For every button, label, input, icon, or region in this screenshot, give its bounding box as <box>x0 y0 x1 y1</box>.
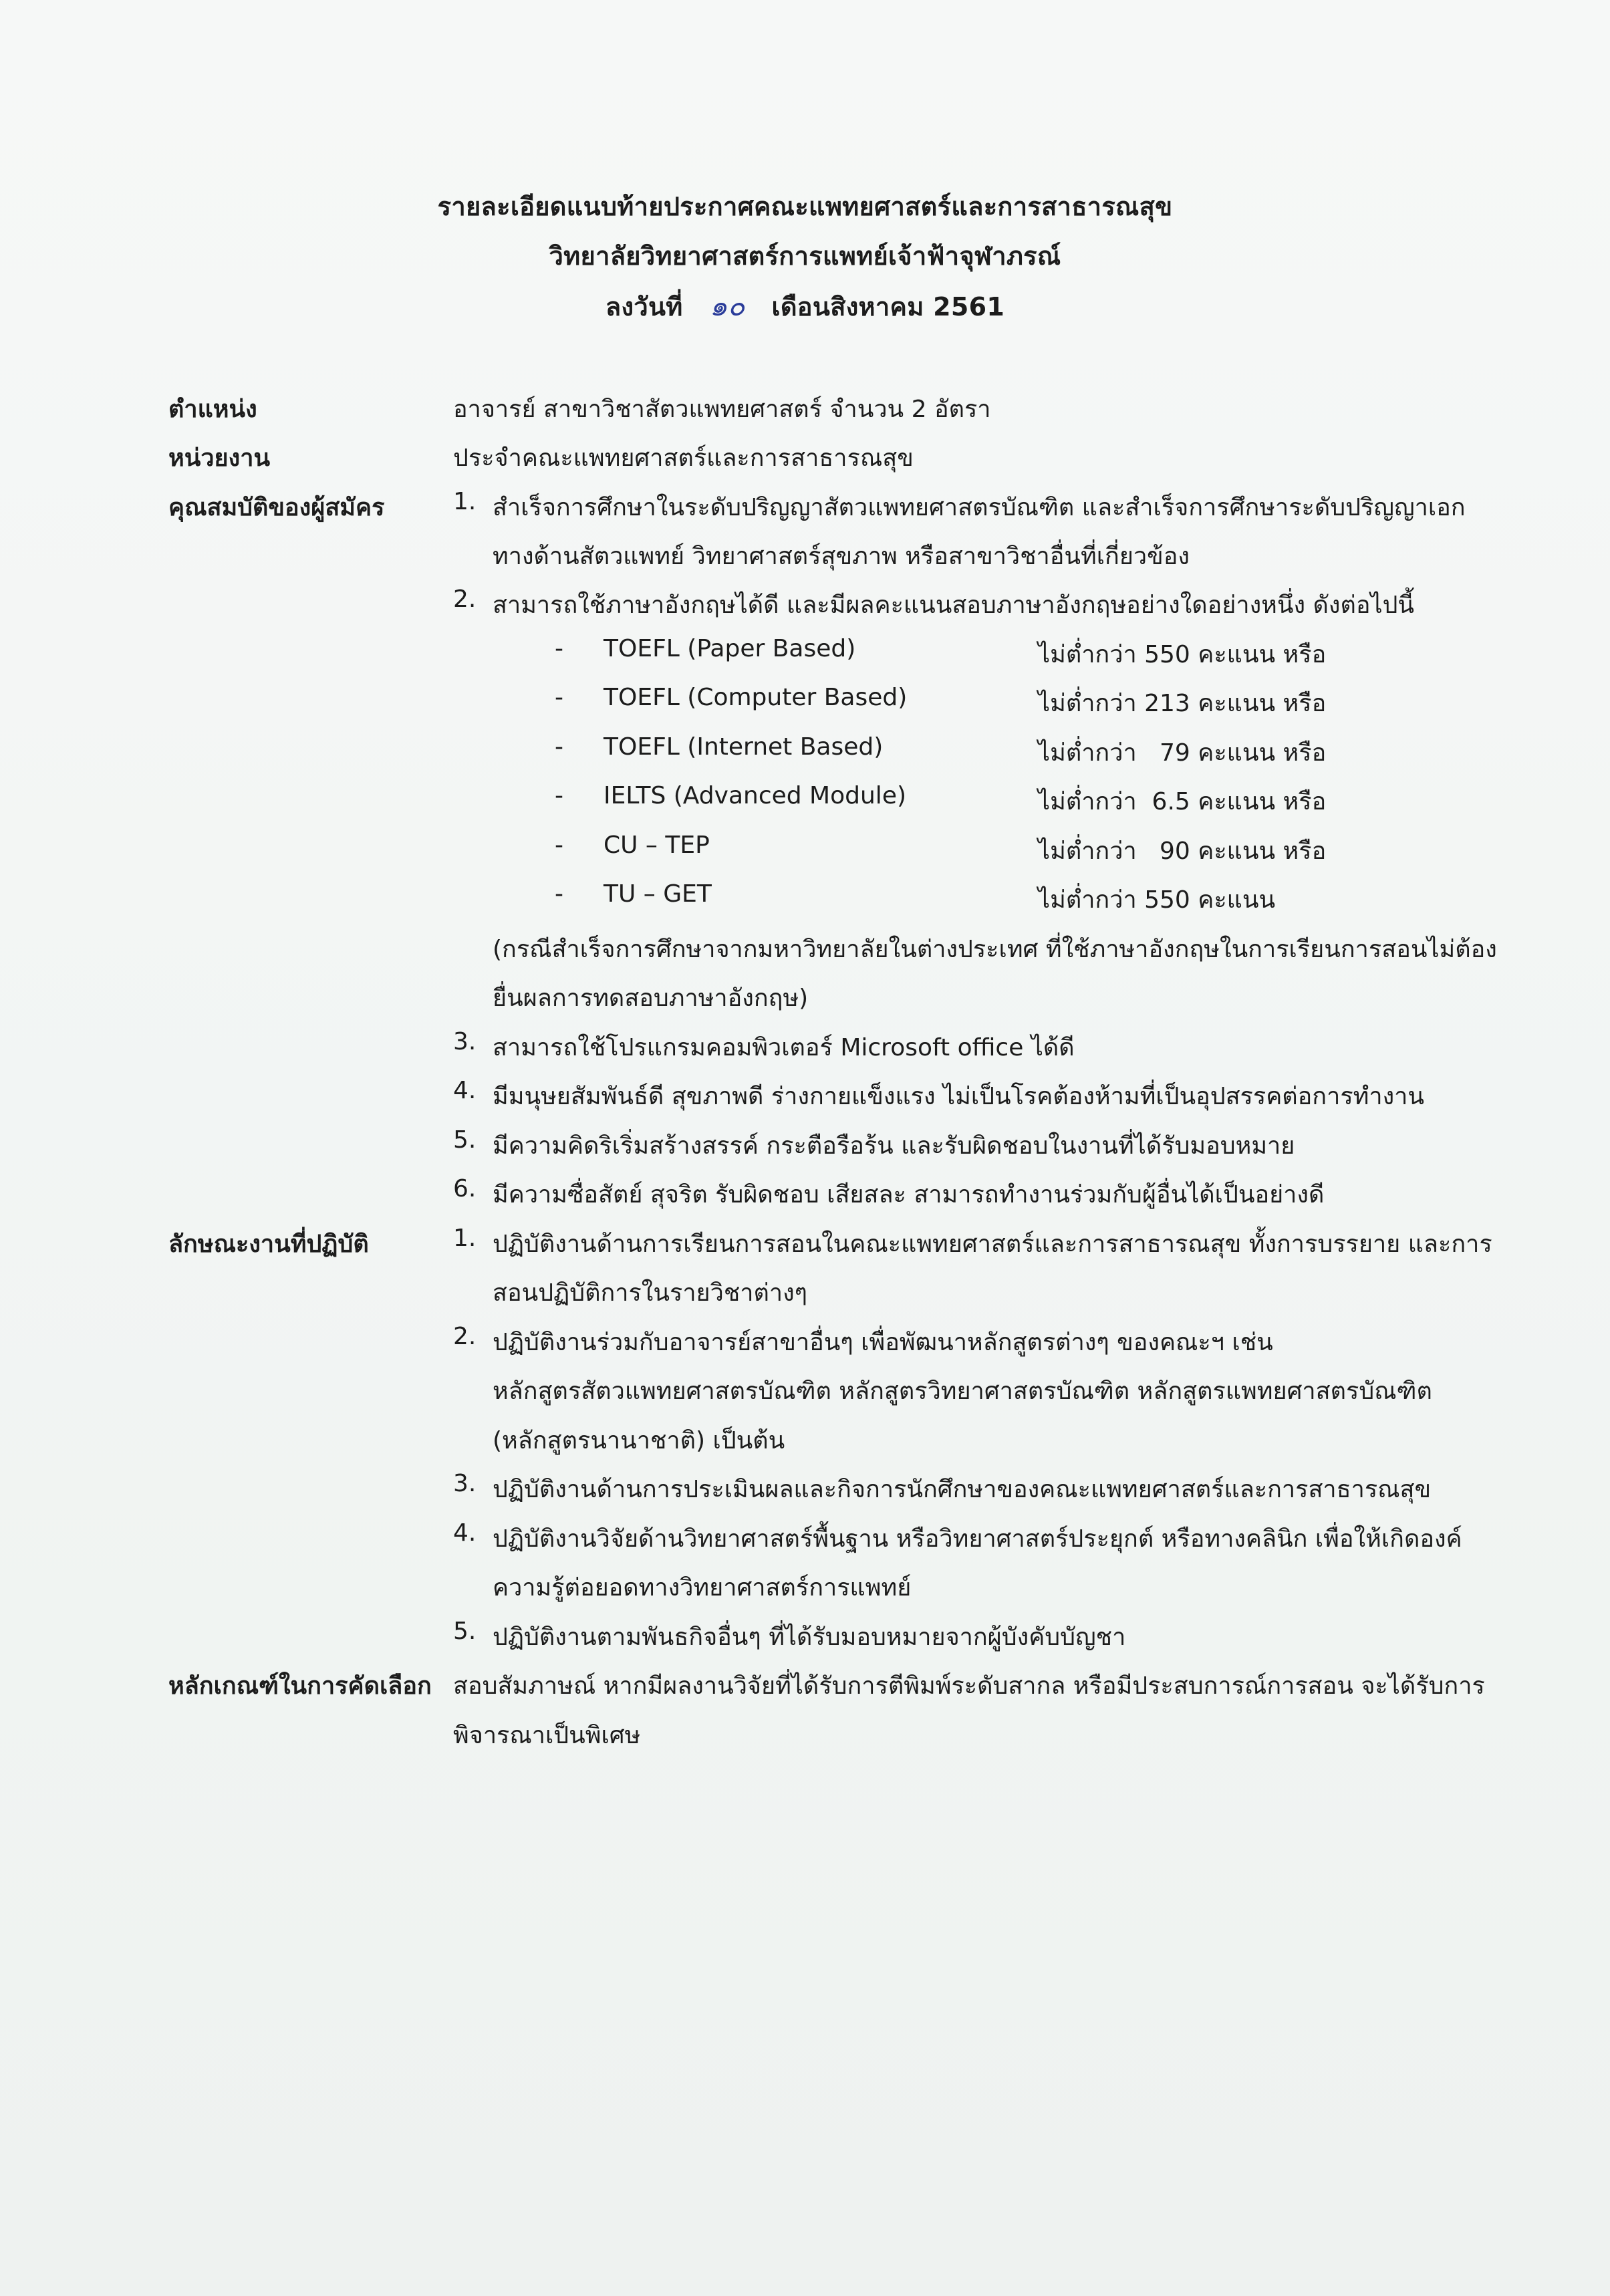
test-3-dash: - <box>555 733 563 761</box>
test-1-dash: - <box>555 635 563 662</box>
test-6-name: TU – GET <box>603 880 712 908</box>
header-subtitle: วิทยาลัยวิทยาศาสตร์การแพทย์เจ้าฟ้าจุฬาภรณ์ <box>549 241 1061 271</box>
qual-2-num: 2. <box>453 586 477 613</box>
qualifications-label: คุณสมบัติของผู้สมัคร <box>168 494 385 521</box>
duty-2-line2: หลักสูตรสัตวแพทยศาสตรบัณฑิต หลักสูตรวิทยาศาสตรบัณฑิต หลักสูตรแพทยศาสตรบัณฑิต <box>493 1378 1432 1405</box>
qual-2-line1: สามารถใช้ภาษาอังกฤษได้ดี และมีผลคะแนนสอบภาษาอังกฤษอย่างใดอย่างหนึ่ง ดังต่อไปนี้ <box>493 592 1415 619</box>
duty-5-line1: ปฏิบัติงานตามพันธกิจอื่นๆ ที่ได้รับมอบหมายจากผู้บังคับบัญชา <box>493 1624 1126 1651</box>
unit-value: ประจำคณะแพทยศาสตร์และการสาธารณสุข <box>453 444 914 472</box>
test-2-name: TOEFL (Computer Based) <box>603 684 908 711</box>
test-1-name: TOEFL (Paper Based) <box>603 635 856 662</box>
qual-5-num: 5. <box>453 1126 477 1154</box>
qual-1-line1: สำเร็จการศึกษาในระดับปริญญาสัตวแพทยศาสตรบัณฑิต และสำเร็จการศึกษาระดับปริญญาเอก <box>493 494 1466 521</box>
test-4-dash: - <box>555 782 563 809</box>
duty-1-line1: ปฏิบัติงานด้านการเรียนการสอนในคณะแพทยศาสตร์และการสาธารณสุข ทั้งการบรรยาย และการ <box>493 1231 1492 1258</box>
unit-label: หน่วยงาน <box>168 444 271 472</box>
qual-3-num: 3. <box>453 1028 477 1055</box>
qual-1-line2: ทางด้านสัตวแพทย์ วิทยาศาสตร์สุขภาพ หรือสาขาวิชาอื่นที่เกี่ยวข้อง <box>493 543 1190 570</box>
qual-4-line1: มีมนุษยสัมพันธ์ดี สุขภาพดี ร่างกายแข็งแรง ไม่เป็นโรคต้องห้ามที่เป็นอุปสรรคต่อการทำงาน <box>493 1083 1424 1110</box>
criteria-label: หลักเกณฑ์ในการคัดเลือก <box>168 1672 432 1700</box>
qual-6-line1: มีความซื่อสัตย์ สุจริต รับผิดชอบ เสียสละ สามารถทำงานร่วมกับผู้อื่นได้เป็นอย่างดี <box>493 1181 1325 1208</box>
duty-2-line3: (หลักสูตรนานาชาติ) เป็นต้น <box>493 1427 785 1454</box>
test-1-score: ไม่ต่ำกว่า 550 คะแนน หรือ <box>1038 641 1327 668</box>
test-3-score: ไม่ต่ำกว่า 79 คะแนน หรือ <box>1038 739 1327 767</box>
date-suffix: เดือนสิงหาคม 2561 <box>771 292 1005 322</box>
test-4-name: IELTS (Advanced Module) <box>603 782 907 809</box>
qual-3-line1: สามารถใช้โปรแกรมคอมพิวเตอร์ Microsoft office ได้ดี <box>493 1034 1075 1061</box>
test-2-score: ไม่ต่ำกว่า 213 คะแนน หรือ <box>1038 690 1327 717</box>
duty-4-line1: ปฏิบัติงานวิจัยด้านวิทยาศาสตร์พื้นฐาน หรือวิทยาศาสตร์ประยุกต์ หรือทางคลินิก เพื่อให้เกิดองค์ <box>493 1525 1462 1553</box>
duty-4-line2: ความรู้ต่อยอดทางวิทยาศาสตร์การแพทย์ <box>493 1574 912 1602</box>
date-day-handwritten: ๑๐ <box>709 289 745 322</box>
duty-2-line1: ปฏิบัติงานร่วมกับอาจารย์สาขาอื่นๆ เพื่อพัฒนาหลักสูตรต่างๆ ของคณะฯ เช่น <box>493 1329 1273 1356</box>
qual-4-num: 4. <box>453 1077 477 1104</box>
position-label: ตำแหน่ง <box>168 396 257 423</box>
test-2-dash: - <box>555 684 563 711</box>
test-5-name: CU – TEP <box>603 832 710 859</box>
qual-6-num: 6. <box>453 1175 477 1202</box>
duties-label: ลักษณะงานที่ปฏิบัติ <box>168 1231 369 1258</box>
duty-5-num: 5. <box>453 1618 477 1645</box>
test-3-name: TOEFL (Internet Based) <box>603 733 884 761</box>
duty-4-num: 4. <box>453 1519 477 1547</box>
language-note-line2: ยื่นผลการทดสอบภาษาอังกฤษ) <box>493 985 809 1012</box>
test-6-score: ไม่ต่ำกว่า 550 คะแนน <box>1038 886 1276 914</box>
duty-3-num: 3. <box>453 1470 477 1497</box>
test-5-dash: - <box>555 832 563 859</box>
test-6-dash: - <box>555 880 563 908</box>
criteria-line2: พิจารณาเป็นพิเศษ <box>453 1722 641 1749</box>
date-prefix: ลงวันที่ <box>605 292 683 322</box>
header-title: รายละเอียดแนบท้ายประกาศคณะแพทยศาสตร์และการสาธารณสุข <box>437 192 1173 221</box>
test-5-score: ไม่ต่ำกว่า 90 คะแนน หรือ <box>1038 838 1327 865</box>
header-date <box>0 284 1610 328</box>
qual-5-line1: มีความคิดริเริ่มสร้างสรรค์ กระตือรือร้น และรับผิดชอบในงานที่ได้รับมอบหมาย <box>493 1132 1295 1160</box>
qual-1-num: 1. <box>453 488 477 515</box>
duty-2-num: 2. <box>453 1323 477 1350</box>
criteria-line1: สอบสัมภาษณ์ หากมีผลงานวิจัยที่ได้รับการตีพิมพ์ระดับสากล หรือมีประสบการณ์การสอน จะได้รับการ <box>453 1672 1485 1700</box>
position-value: อาจารย์ สาขาวิชาสัตวแพทยศาสตร์ จำนวน 2 อัตรา <box>453 396 991 423</box>
duty-1-num: 1. <box>453 1225 477 1252</box>
duty-1-line2: สอนปฏิบัติการในรายวิชาต่างๆ <box>493 1279 808 1307</box>
test-4-score: ไม่ต่ำกว่า 6.5 คะแนน หรือ <box>1038 788 1327 815</box>
language-note-line1: (กรณีสำเร็จการศึกษาจากมหาวิทยาลัยในต่างประเทศ ที่ใช้ภาษาอังกฤษในการเรียนการสอนไม่ต้อง <box>493 936 1497 963</box>
duty-3-line1: ปฏิบัติงานด้านการประเมินผลและกิจการนักศึกษาของคณะแพทยศาสตร์และการสาธารณสุข <box>493 1476 1432 1503</box>
